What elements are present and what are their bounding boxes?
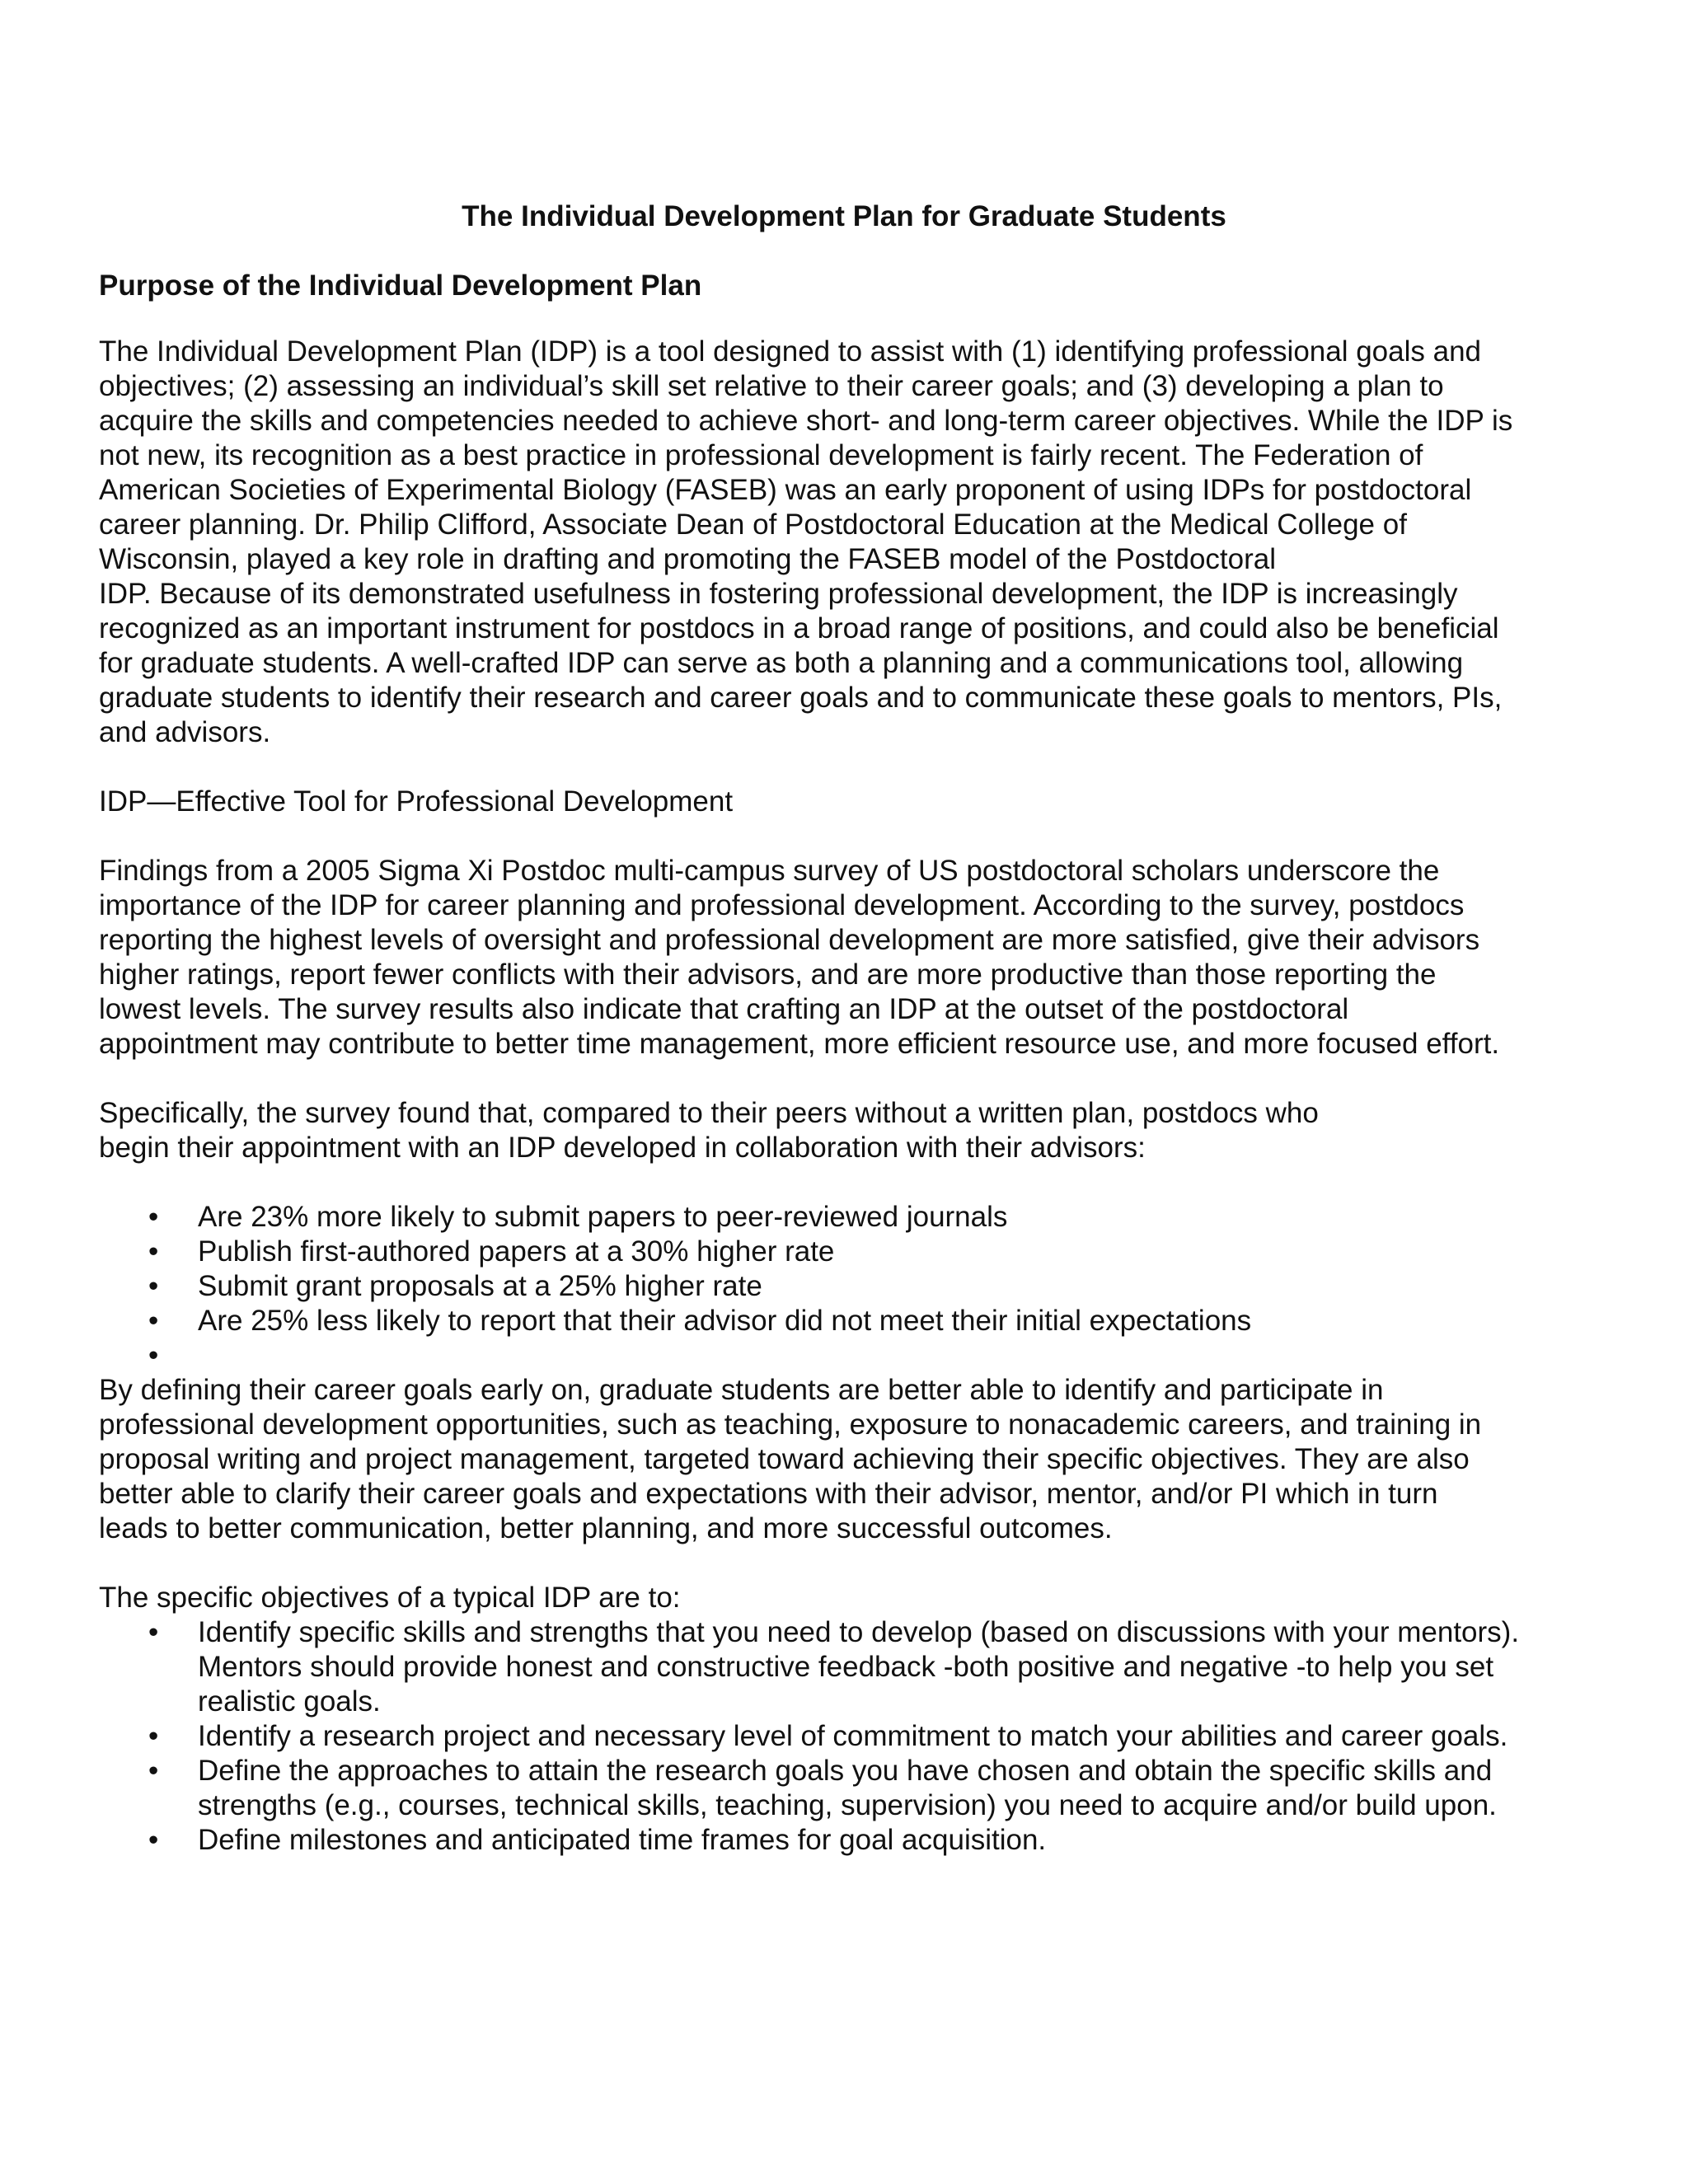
paragraph-line: importance of the IDP for career planning and professional development. According to the survey, postdocs — [99, 889, 1465, 921]
list-item-text: Are 25% less likely to report that their advisor did not meet their initial expectations — [198, 1305, 1252, 1337]
list-item — [99, 1269, 1607, 1304]
paragraph-line: begin their appointment with an IDP developed in collaboration with their advisors: — [99, 1132, 1146, 1164]
paragraph-career-goals — [99, 1373, 1607, 1546]
paragraph-line: leads to better communication, better planning, and more successful outcomes. — [99, 1512, 1113, 1544]
list-item-text: Submit grant proposals at a 25% higher rate — [198, 1270, 762, 1302]
list-item-line: Mentors should provide honest and constructive feedback -both positive and negative -to help you set — [198, 1651, 1494, 1683]
paragraph-line: By defining their career goals early on, graduate students are better able to identify and participate in — [99, 1374, 1384, 1406]
paragraph-line: career planning. Dr. Philip Clifford, Associate Dean of Postdoctoral Education at the Medical College of — [99, 509, 1407, 541]
bullet-symbol: • — [148, 1720, 159, 1752]
paragraph-line: Findings from a 2005 Sigma Xi Postdoc multi-campus survey of US postdoctoral scholars underscore the — [99, 855, 1440, 887]
bullet-symbol: • — [148, 1755, 159, 1787]
paragraph-line: Wisconsin, played a key role in drafting and promoting the FASEB model of the Postdoctoral — [99, 543, 1276, 575]
list-item — [99, 1304, 1607, 1338]
section-heading: Purpose of the Individual Development Plan — [99, 269, 702, 302]
list-item — [99, 1235, 1607, 1269]
paragraph-line: professional development opportunities, such as teaching, exposure to nonacademic careers, and training in — [99, 1408, 1482, 1441]
list-item — [99, 1719, 1607, 1754]
bullet-symbol: • — [148, 1235, 159, 1268]
objectives-intro-text: The specific objectives of a typical IDP are to: — [99, 1582, 681, 1614]
list-item-text: Publish first-authored papers at a 30% higher rate — [198, 1235, 835, 1268]
paragraph-line: proposal writing and project management, targeted toward achieving their specific objectives. They are also — [99, 1443, 1470, 1475]
paragraph-line: American Societies of Experimental Biology (FASEB) was an early proponent of using IDPs for postdoctoral — [99, 474, 1472, 506]
paragraph-line: higher ratings, report fewer conflicts with their advisors, and are more productive than those reporting the — [99, 958, 1437, 991]
paragraph-line: better able to clarify their career goals and expectations with their advisor, mentor, and/or PI which in turn — [99, 1478, 1438, 1510]
list-item-line: strengths (e.g., courses, technical skills, teaching, supervision) you need to acquire and/or build upon. — [198, 1789, 1497, 1821]
paragraph-line: The Individual Development Plan (IDP) is a tool designed to assist with (1) identifying professional goals and — [99, 335, 1482, 368]
paragraph-line: lowest levels. The survey results also indicate that crafting an IDP at the outset of the postdoctoral — [99, 993, 1349, 1025]
list-item — [99, 1200, 1607, 1235]
bullet-symbol: • — [148, 1270, 159, 1302]
list-item — [99, 1754, 1607, 1823]
list-item-line: Define milestones and anticipated time frames for goal acquisition. — [198, 1824, 1047, 1856]
list-item-line: Identify specific skills and strengths that you need to develop (based on discussions with your mentors). — [198, 1616, 1520, 1648]
paragraph-line: and advisors. — [99, 716, 271, 748]
paragraph-line: Specifically, the survey found that, compared to their peers without a written plan, postdocs who — [99, 1097, 1319, 1129]
bullet-symbol: • — [148, 1201, 159, 1233]
bullet-symbol: • — [148, 1824, 159, 1856]
bullet-symbol: • — [148, 1616, 159, 1648]
list-item-text: Are 23% more likely to submit papers to peer-reviewed journals — [198, 1201, 1008, 1233]
subheading-text: IDP—Effective Tool for Professional Development — [99, 785, 734, 818]
survey-bullet-list — [99, 1200, 1607, 1373]
list-item-line: realistic goals. — [198, 1685, 381, 1718]
paragraph-line: IDP. Because of its demonstrated usefulness in fostering professional development, the IDP is increasingly — [99, 578, 1458, 610]
paragraph-survey-findings — [99, 854, 1607, 1062]
subheading-effective-tool — [99, 785, 1607, 819]
list-item — [99, 1823, 1607, 1858]
paragraph-line: appointment may contribute to better time management, more efficient resource use, and more focused effort. — [99, 1028, 1500, 1060]
paragraph-line: recognized as an important instrument for postdocs in a broad range of positions, and could also be beneficial — [99, 612, 1499, 644]
document-title: The Individual Development Plan for Graduate Students — [462, 200, 1226, 232]
paragraph-line: graduate students to identify their research and career goals and to communicate these goals to mentors, PIs, — [99, 682, 1503, 714]
paragraph-line: objectives; (2) assessing an individual’s skill set relative to their career goals; and (3) developing a plan to — [99, 370, 1444, 402]
paragraph-line: for graduate students. A well-crafted IDP can serve as both a planning and a communications tool, allowing — [99, 647, 1464, 679]
paragraph-line: acquire the skills and competencies needed to achieve short- and long-term career objectives. While the IDP is — [99, 405, 1513, 437]
list-item-line: Define the approaches to attain the research goals you have chosen and obtain the specific skills and — [198, 1755, 1493, 1787]
list-item-line: Identify a research project and necessary level of commitment to match your abilities and career goals. — [198, 1720, 1508, 1752]
paragraph-line: not new, its recognition as a best practice in professional development is fairly recent. The Federation of — [99, 439, 1423, 471]
bullet-symbol: • — [148, 1305, 159, 1337]
list-item — [99, 1615, 1607, 1719]
paragraph-line: reporting the highest levels of oversight and professional development are more satisfied, give their advisors — [99, 924, 1480, 956]
bullet-symbol: • — [148, 1339, 159, 1371]
objectives-intro — [99, 1581, 1607, 1615]
paragraph-survey-specifics — [99, 1096, 1607, 1165]
objectives-bullet-list — [99, 1615, 1607, 1858]
paragraph-purpose — [99, 335, 1607, 750]
list-item-empty — [99, 1338, 1607, 1373]
